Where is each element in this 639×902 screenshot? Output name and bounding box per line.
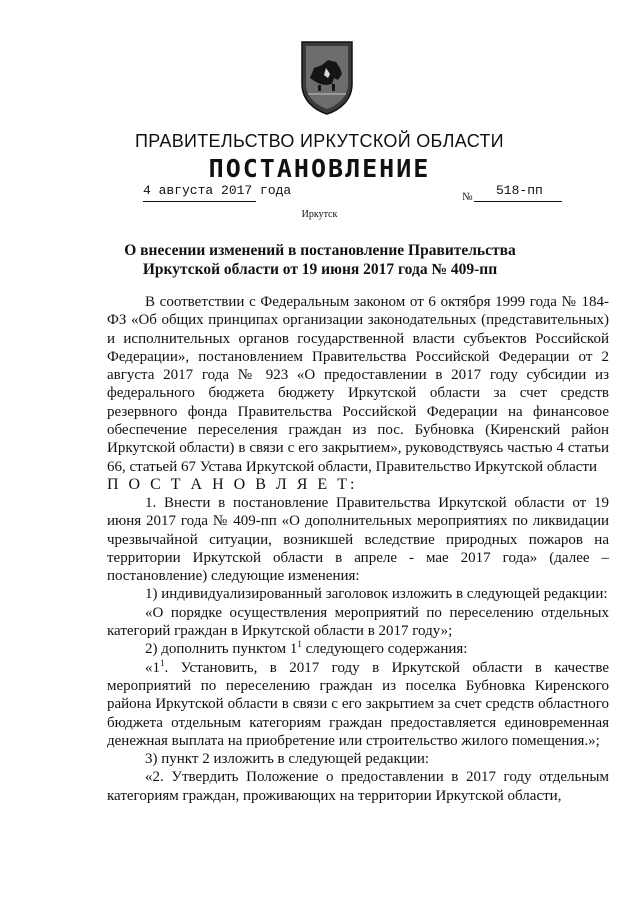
- quote-2-superscript: 1: [160, 657, 165, 668]
- subitem-2-paragraph: [107, 640, 609, 658]
- document-date: 4 августа 2017 года: [143, 183, 292, 198]
- subitem-2-superscript: 1: [297, 639, 302, 650]
- document-title: О внесении изменений в постановление Правительства Иркутской области от 19 июня 2017 года № 409-пп: [124, 242, 516, 278]
- subitem-3-paragraph: 3) пункт 2 изложить в следующей редакции:: [145, 751, 430, 768]
- quote-1-paragraph: «О порядке осуществления мероприятий по переселению отдельных категорий граждан в Иркутской области в 2017 году»;: [107, 604, 609, 640]
- subitem-1-paragraph: 1) индивидуализированный заголовок изложить в следующей редакции:: [145, 586, 608, 603]
- quote-2-text: «1: [145, 659, 160, 676]
- decrees-heading: П О С Т А Н О В Л Я Е Т:: [107, 475, 358, 493]
- document-number: 518-пп: [496, 183, 543, 198]
- quote-2-paragraph: [107, 659, 609, 750]
- document-body: [107, 293, 609, 805]
- number-label: №: [462, 191, 473, 203]
- government-name: ПРАВИТЕЛЬСТВО ИРКУТСКОЙ ОБЛАСТИ: [135, 131, 504, 151]
- subitem-2-text: 2) дополнить пунктом 1: [145, 641, 298, 658]
- preamble-paragraph: В соответствии с Федеральным законом от 6 октября 1999 года № 184-ФЗ «Об общих принципах организации законодательных (представительных) и исполнительных органов государственной власти субъектов Российской Федерации», постановлением Правительства Российской Федерации от 2 августа 2017 года № 923 «О предоставлении в 2017 году субсидии из федерального бюджета бюджету Иркутской области за счет средств резервного фонда Правительства Российской Федерации на финансовое обеспечение переселения граждан из пос. Бубновка (Киренский район Иркутской области) в связи с его закрытием», руководствуясь частью 4 статьи 66, статьей 67 Устава Иркутской области, Правительство Иркутской области: [107, 294, 609, 475]
- date-underline: [143, 201, 256, 202]
- document-type: ПОСТАНОВЛЕНИЕ: [208, 154, 431, 183]
- number-underline: [474, 201, 562, 202]
- subitem-2-text-end: следующего содержания:: [301, 641, 468, 658]
- quote-3-paragraph: «2. Утвердить Положение о предоставлении в 2017 году отдельным категориям граждан, проживающих на территории Иркутской области,: [107, 769, 609, 804]
- item-1-paragraph: 1. Внести в постановление Правительства Иркутской области от 19 июня 2017 года № 409-пп «О дополнительных мероприятиях по ликвидации чрезвычайной ситуации, возникшей вследствие природных пожаров на территории Иркутской области в апреле - мае 2017 года» (далее – постановление) следующие изменения:: [107, 494, 609, 585]
- city-name: Иркутск: [301, 209, 338, 220]
- quote-2-text-end: . Установить, в 2017 году в Иркутской области в качестве мероприятий по переселению граждан из поселка Бубновка Киренского района Иркутской области в связи с его закрытием за счет средств областного бюджета отдельным категориям граждан предоставляется единовременная денежная выплата на приобретение или строительство жилого помещения.»;: [107, 659, 609, 749]
- coat-of-arms-icon: [298, 38, 356, 116]
